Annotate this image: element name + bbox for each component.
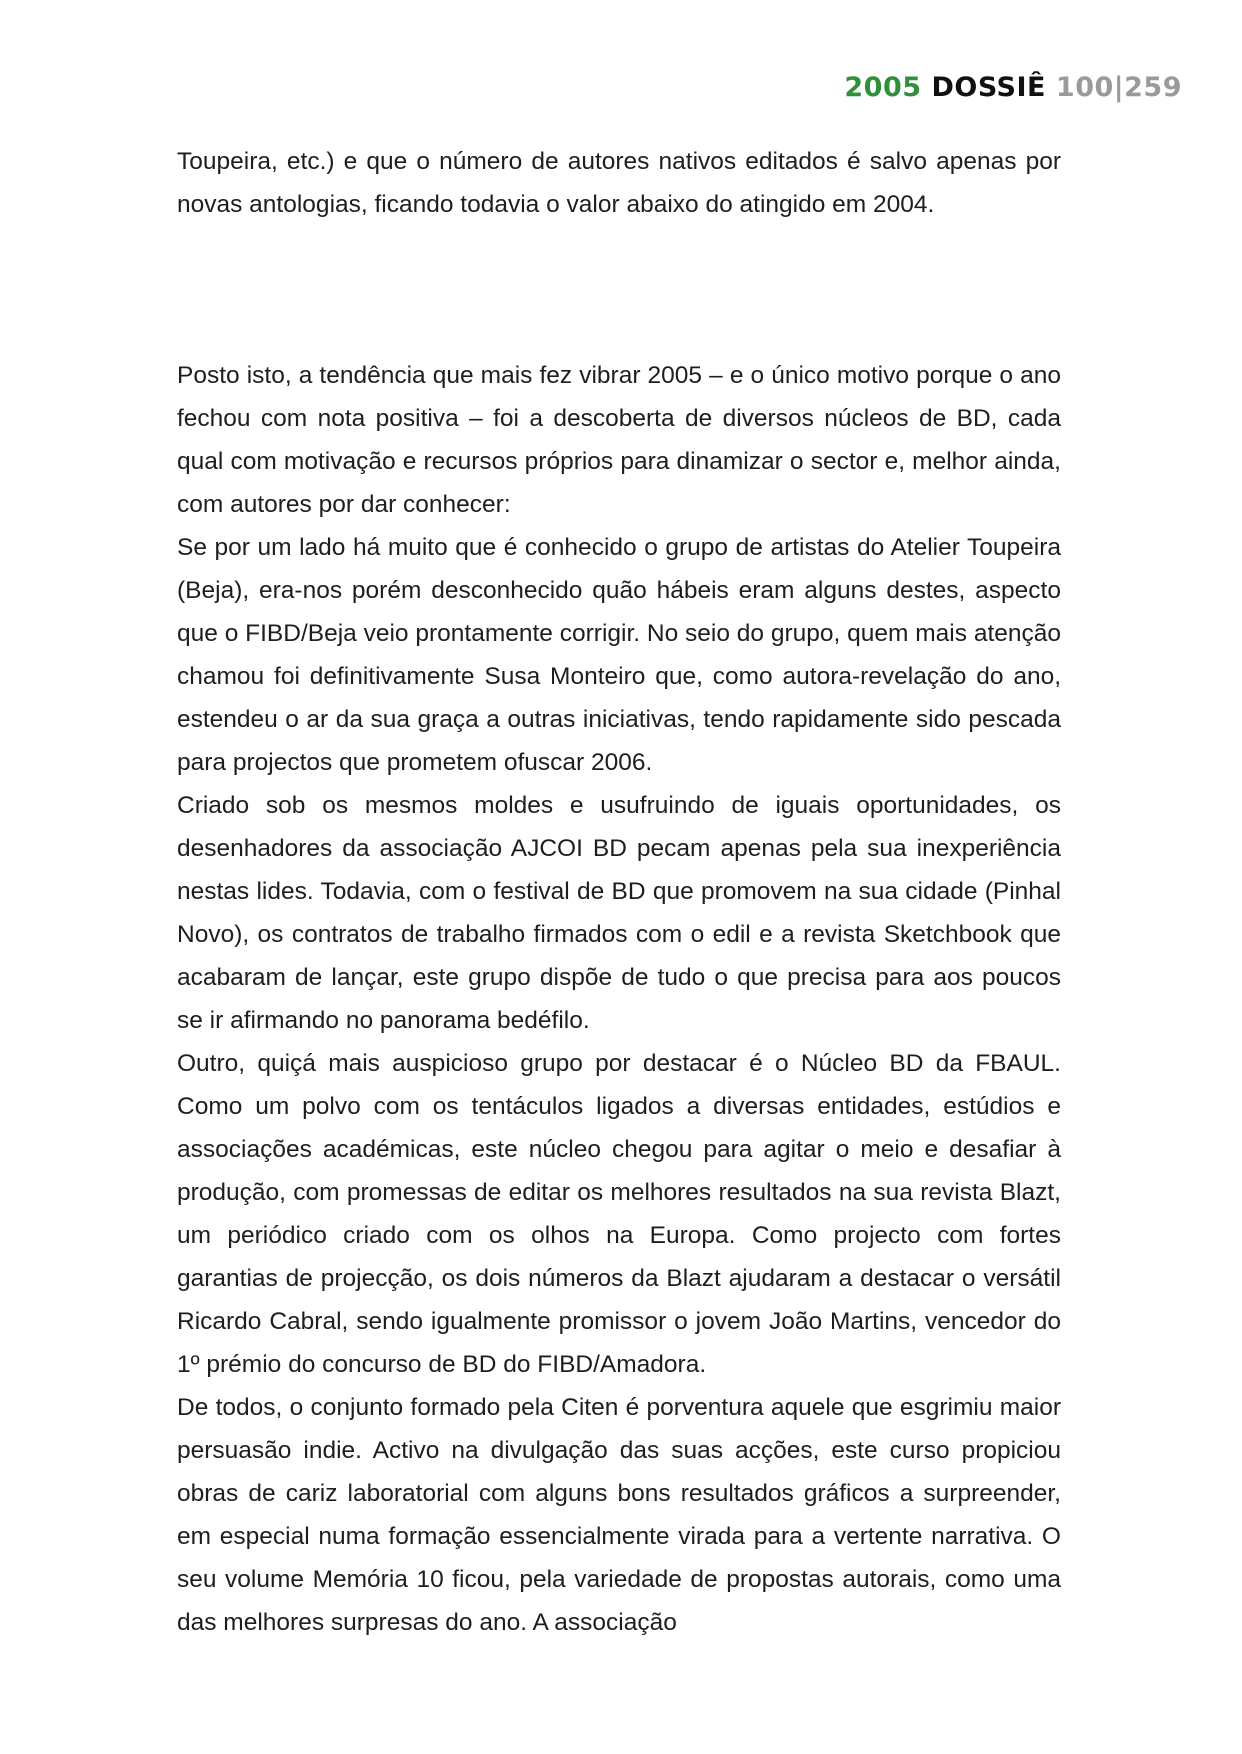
paragraph-spacer	[177, 226, 1061, 354]
header-title: DOSSIÊ	[931, 72, 1046, 103]
paragraph: Se por um lado há muito que é conhecido o grupo de artistas do Atelier Toupeira (Beja), era-nos porém desconhecido quão hábeis eram alguns destes, aspecto que o FIBD/Beja veio prontamente corrigir. No seio do grupo, quem mais atenção chamou foi definitivamente Susa Monteiro que, como autora-revelação do ano, estendeu o ar da sua graça a outras iniciativas, tendo rapidamente sido pescada para projectos que prometem ofuscar 2006.	[177, 534, 1061, 776]
paragraph: De todos, o conjunto formado pela Citen é porventura aquele que esgrimiu maior persuasão indie. Activo na divulgação das suas acções, este curso propiciou obras de cariz laboratorial com alguns bons resultados gráficos a surpreender, em especial numa formação essencialmente virada para a vertente narrativa. O seu volume Memória 10 ficou, pela variedade de propostas autorais, como uma das melhores surpresas do ano. A associação	[177, 1394, 1061, 1636]
header-year: 2005	[844, 72, 922, 103]
paragraph: Criado sob os mesmos moldes e usufruindo de iguais oportunidades, os desenhadores da associação AJCOI BD pecam apenas pela sua inexperiência nestas lides. Todavia, com o festival de BD que promovem na sua cidade (Pinhal Novo), os contratos de trabalho firmados com o edil e a revista Sketchbook que acabaram de lançar, este grupo dispõe de tudo o que precisa para aos poucos se ir afirmando no panorama bedéfilo.	[177, 792, 1061, 1034]
paragraph: Posto isto, a tendência que mais fez vibrar 2005 – e o único motivo porque o ano fechou com nota positiva – foi a descoberta de diversos núcleos de BD, cada qual com motivação e recursos próprios para dinamizar o sector e, melhor ainda, com autores por dar conhecer:	[177, 362, 1061, 518]
document-body	[177, 140, 1061, 1644]
page-header	[844, 72, 1182, 103]
header-page-number: 100|259	[1055, 72, 1182, 103]
paragraph: Toupeira, etc.) e que o número de autores nativos editados é salvo apenas por novas antologias, ficando todavia o valor abaixo do atingido em 2004.	[177, 148, 1061, 218]
paragraph: Outro, quiçá mais auspicioso grupo por destacar é o Núcleo BD da FBAUL. Como um polvo com os tentáculos ligados a diversas entidades, estúdios e associações académicas, este núcleo chegou para agitar o meio e desafiar à produção, com promessas de editar os melhores resultados na sua revista Blazt, um periódico criado com os olhos na Europa. Como projecto com fortes garantias de projecção, os dois números da Blazt ajudaram a destacar o versátil Ricardo Cabral, sendo igualmente promissor o jovem João Martins, vencedor do 1º prémio do concurso de BD do FIBD/Amadora.	[177, 1050, 1061, 1378]
